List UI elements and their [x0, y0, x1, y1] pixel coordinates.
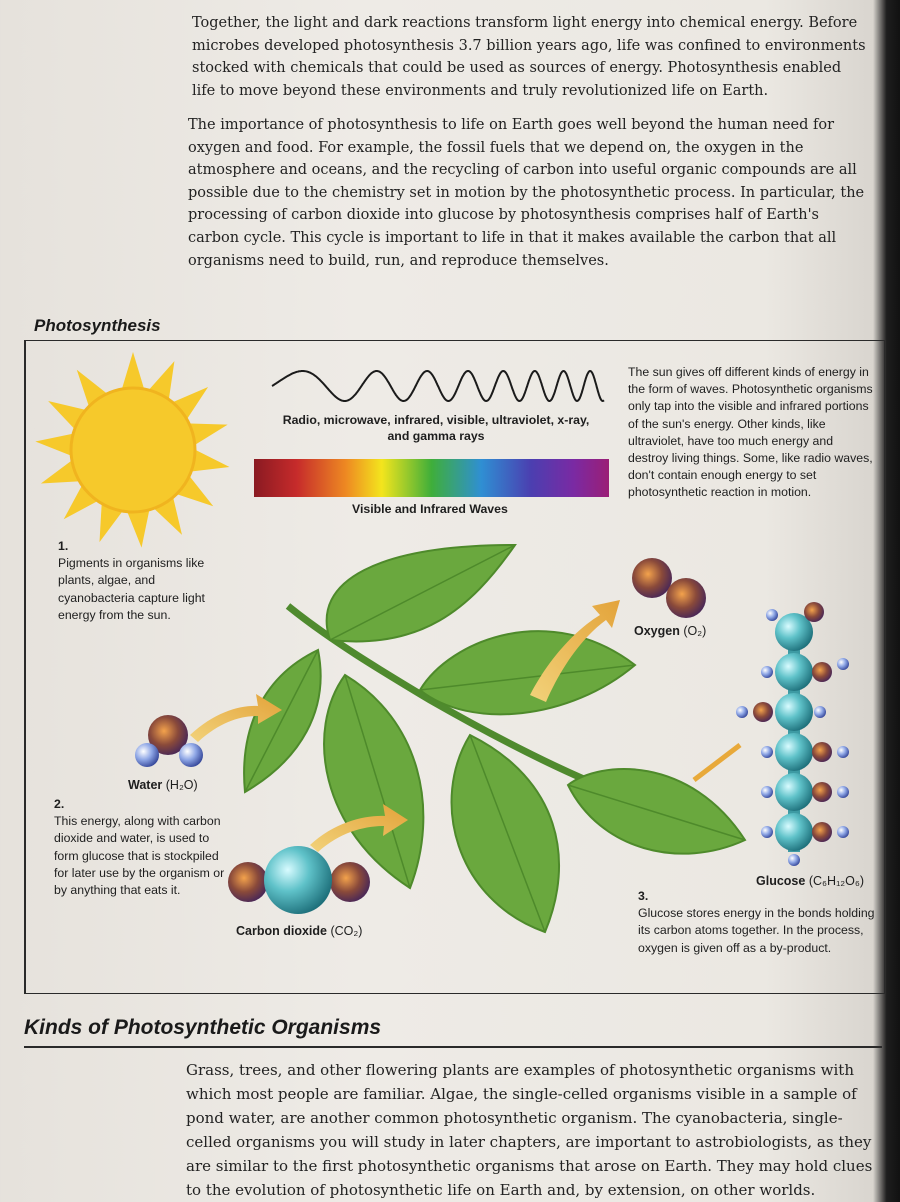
carbon-dioxide-name: Carbon dioxide: [236, 924, 327, 938]
sun-explanation: The sun gives off different kinds of energy in the form of waves. Photosynthetic organisms only tap into the visible and infrared portions of the sun's energy. Other kinds, like ultraviolet, have too much energy and destroy living things. Some, like radio waves, don't contain enough energy to set photosynthetic reaction in motion.: [628, 365, 873, 500]
glucose-name: Glucose: [756, 874, 806, 888]
water-formula: (H₂O): [165, 778, 198, 792]
carbon-dioxide-label: [236, 924, 362, 938]
glucose-link: [694, 745, 740, 780]
oxygen-label: [634, 624, 706, 638]
step-3-text: Glucose stores energy in the bonds holding its carbon atoms together. In the process, oxygen is given off as a by-product.: [638, 906, 875, 955]
step-1-text: Pigments in organisms like plants, algae, and cyanobacteria capture light energy from the sun.: [58, 556, 205, 622]
section-heading: Kinds of Photosynthetic Organisms: [24, 1016, 382, 1039]
carbon-dioxide-formula: (CO₂): [330, 924, 363, 938]
oxygen-formula: (O₂): [683, 624, 707, 638]
figure-title: Photosynthesis: [34, 316, 161, 335]
oxygen-molecule-icon: [632, 558, 706, 618]
step-1-number: 1.: [58, 539, 69, 553]
section-heading-rule: [24, 1046, 882, 1048]
sun-icon: [34, 352, 231, 549]
glucose-formula: (C₆H₁₂O₆): [808, 874, 865, 888]
visible-spectrum-bar: [254, 459, 609, 497]
step-2-text: This energy, along with carbon dioxide and water, is used to form glucose that is stockpiled for later use by the organism or by anything that eats it.: [54, 814, 225, 898]
water-molecule-icon: [135, 715, 203, 767]
wave-caption: [278, 412, 594, 444]
step-2: [54, 796, 234, 899]
energy-wave: [272, 371, 604, 401]
water-label: [128, 778, 198, 792]
step-1: [58, 538, 234, 624]
spectrum-caption: Visible and Infrared Waves: [352, 502, 508, 516]
water-name: Water: [128, 778, 163, 792]
step-3-number: 3.: [638, 889, 649, 903]
wave-caption-text: Radio, microwave, infrared, visible, ultraviolet, x-ray, and gamma rays: [282, 413, 590, 443]
step-2-number: 2.: [54, 797, 65, 811]
oxygen-name: Oxygen: [634, 624, 680, 638]
carbon-dioxide-molecule-icon: [228, 846, 370, 914]
glucose-molecule-icon: [736, 602, 849, 866]
intro-paragraph-1: Together, the light and dark reactions transform light energy into chemical energy. Before microbes developed photosynthesis 3.7 billion years ago, life was confined to environments stocked with chemicals that could be used as sources of energy. Photosynthesis enabled life to move beyond these environments and truly revolutionized life on Earth.: [192, 15, 866, 99]
section-paragraph: Grass, trees, and other flowering plants are examples of photosynthetic organisms with which most people are familiar. Algae, the single-celled organisms visible in a sample of pond water, are another common photosynthetic organism. The cyanobacteria, single-celled organisms you will study in later chapters, are important to astrobiologists, as they are similar to the first photosynthetic organisms that arose on Earth. They may hold clues to the evolution of photosynthetic life on Earth and, by extension, on other worlds.: [186, 1061, 873, 1199]
glucose-label: [756, 874, 864, 888]
intro-paragraph-2: The importance of photosynthesis to life on Earth goes well beyond the human need for oxygen and food. For example, the fossil fuels that we depend on, the oxygen in the atmosphere and oceans, and the recycling of carbon into useful organic compounds are all possible due to the chemistry set in motion by the photosynthetic process. In particular, the processing of carbon dioxide into glucose by photosynthesis comprises half of Earth's carbon cycle. This cycle is important to life in that it makes available the carbon that all organisms need to build, run, and reproduce themselves.: [188, 117, 865, 269]
step-3: [638, 888, 876, 957]
